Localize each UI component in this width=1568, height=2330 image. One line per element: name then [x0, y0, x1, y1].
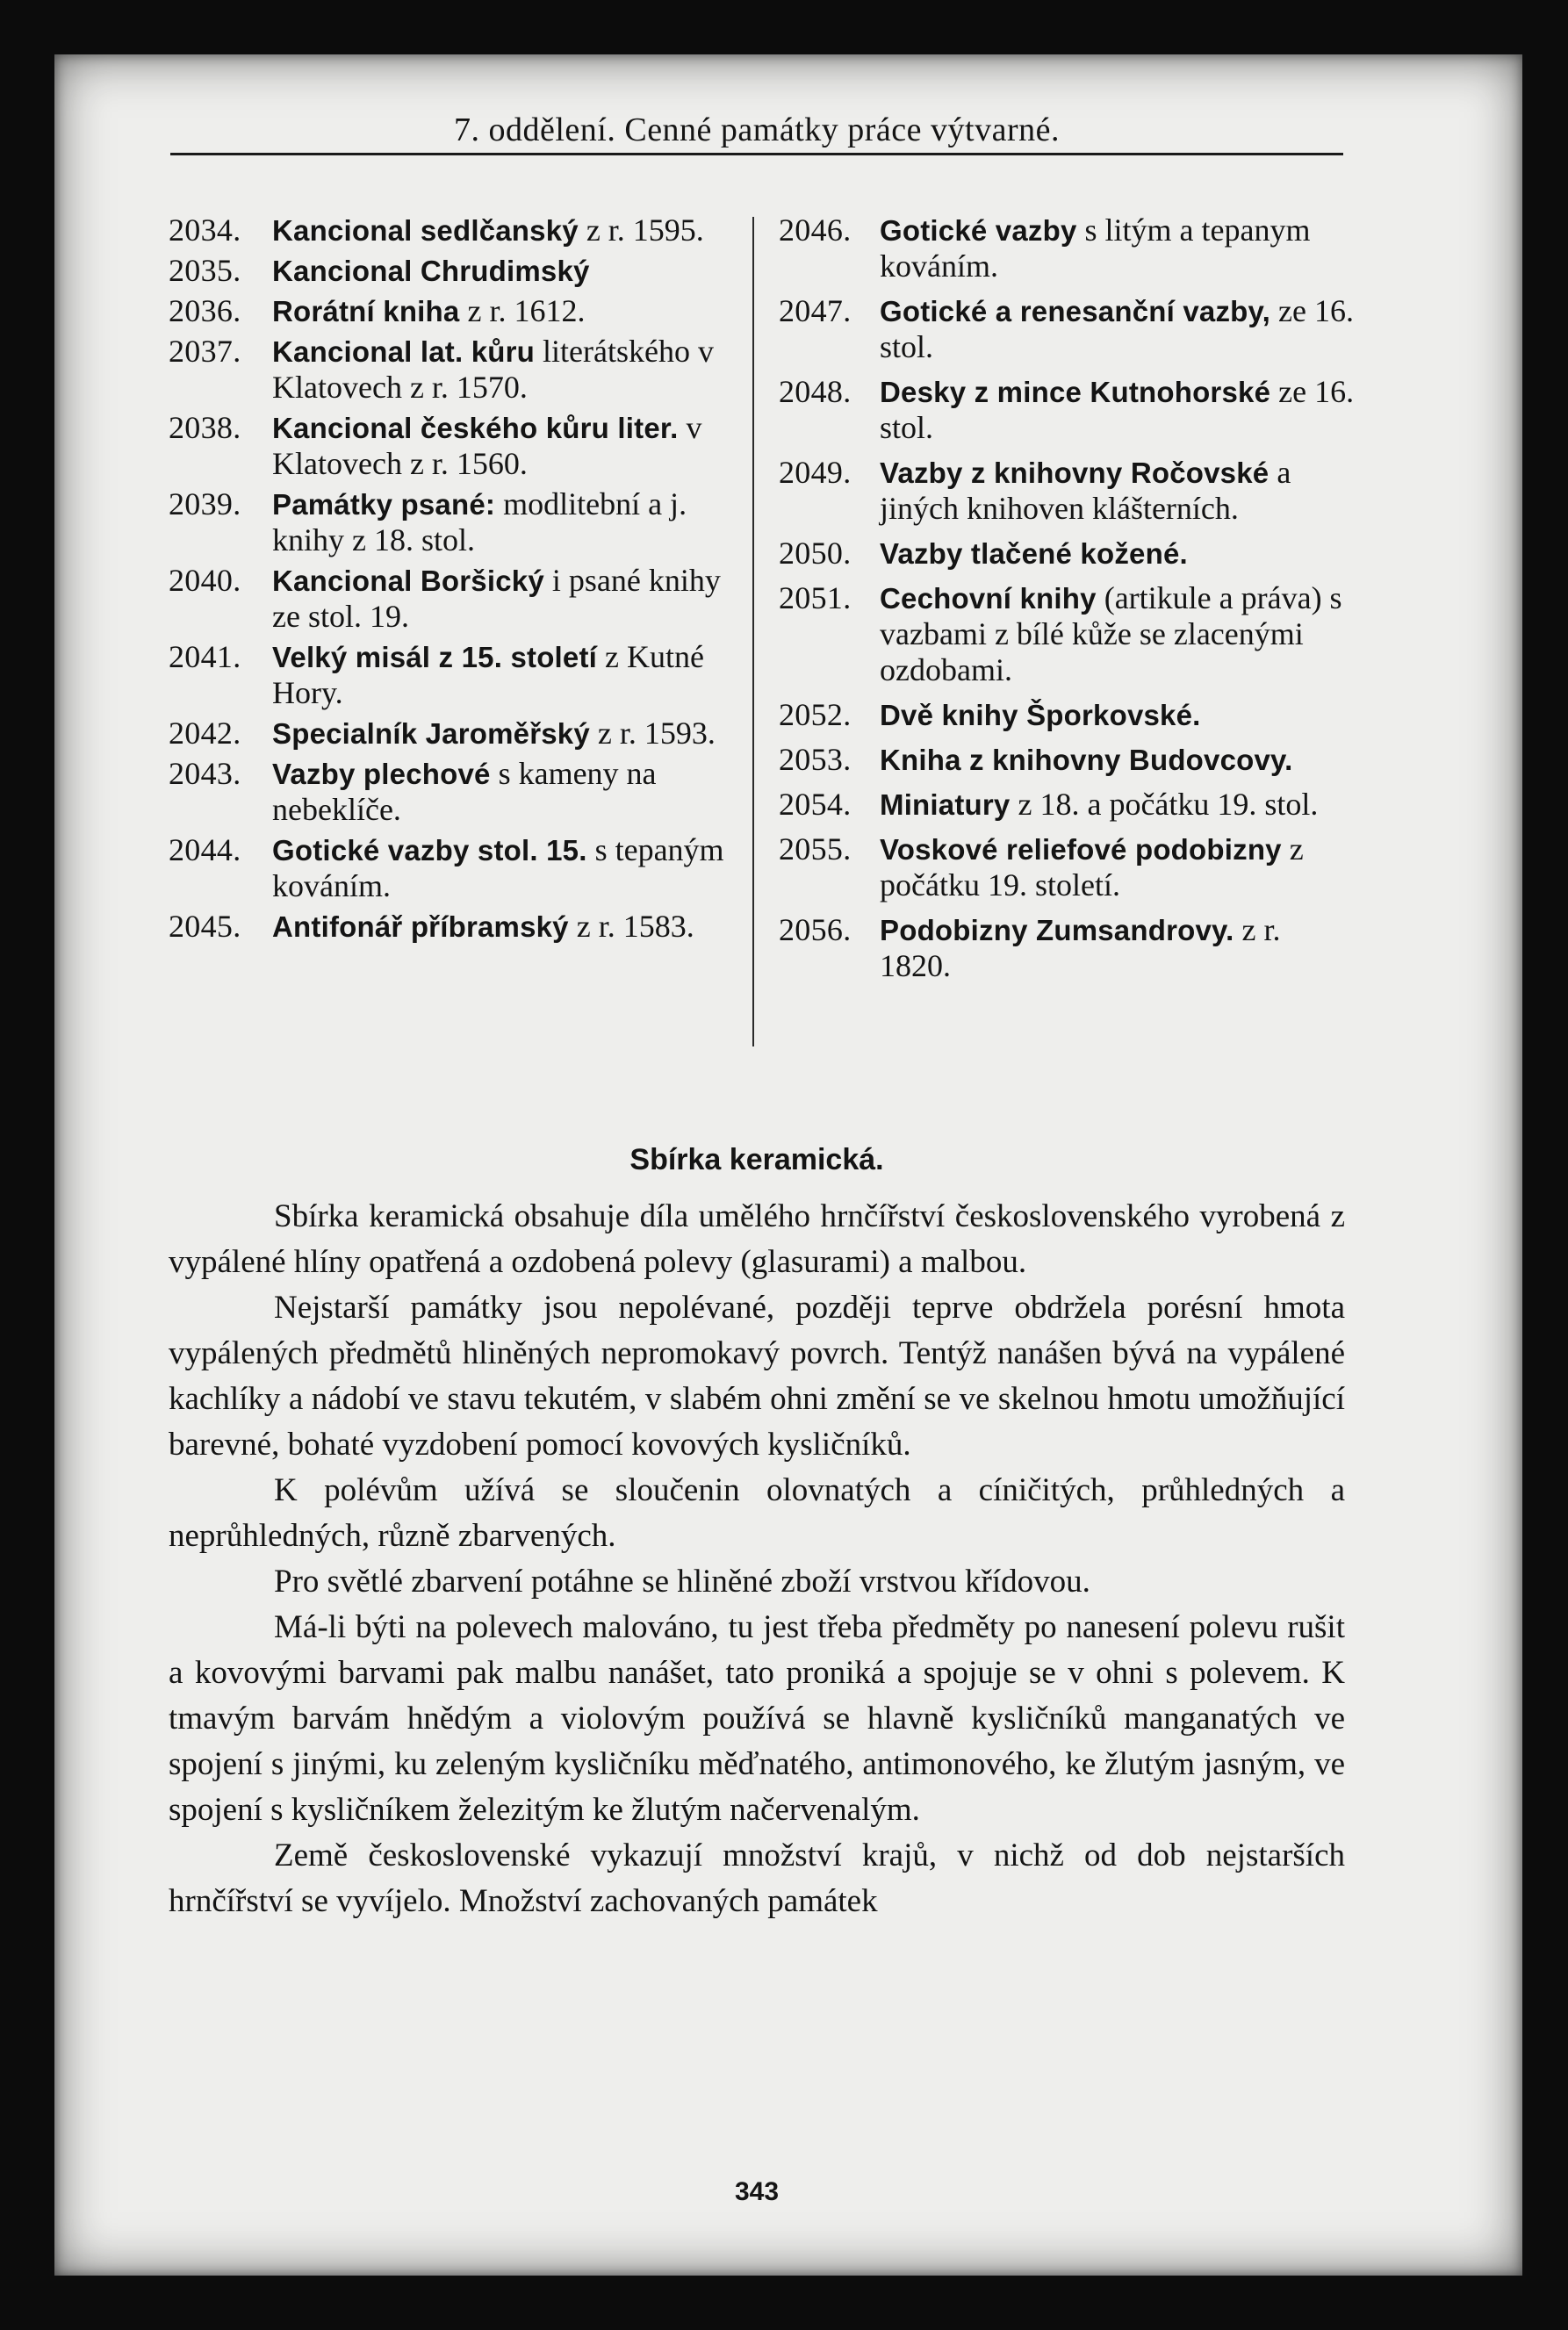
entry-text	[880, 742, 1358, 778]
entry-description: z počátku 19. století.	[880, 831, 1304, 903]
catalog-entry	[169, 563, 730, 635]
entry-number: 2038.	[169, 410, 241, 445]
paragraph: Sbírka keramická obsahuje díla umělého hrnčířství československého vyrobená z vypálené hlíny opatřená a ozdobená polevy (glasurami) a malbou.	[169, 1198, 1345, 1280]
entry-title: Cechovní knihy	[880, 582, 1097, 615]
entry-description: z Kutné Hory.	[272, 639, 704, 710]
entry-title: Kancional sedlčanský	[272, 214, 579, 247]
entry-number: 2037.	[169, 334, 241, 369]
running-head: 7. oddělení. Cenné památky práce výtvarné.	[454, 111, 1060, 148]
entry-number: 2051.	[779, 580, 852, 615]
entry-text	[880, 831, 1358, 903]
entry-number: 2034.	[169, 212, 241, 248]
entry-description: i psané knihy ze stol. 19.	[272, 563, 721, 634]
catalog-entry	[169, 756, 730, 828]
column-divider	[752, 217, 754, 1046]
catalog-entry	[779, 580, 1358, 688]
entry-description: literátského v Klatovech z r. 1570.	[272, 334, 714, 405]
entry-number: 2046.	[779, 212, 852, 248]
catalog-entry	[169, 253, 730, 289]
catalog-entry	[169, 410, 730, 482]
entry-number: 2048.	[779, 374, 852, 409]
entry-text	[272, 212, 730, 248]
entry-title: Antifonář příbramský	[272, 910, 569, 943]
entry-text	[272, 832, 730, 904]
header-rule	[170, 153, 1343, 155]
paragraph: Země československé vykazují množství krajů, v nichž od dob nejstarších hrnčířství se vyvíjelo. Množství zachovaných památek	[169, 1837, 1345, 1919]
entry-title: Vazby z knihovny Ročovské	[880, 457, 1270, 489]
entry-description: s tepaným kováním.	[272, 832, 724, 903]
entry-number: 2045.	[169, 909, 241, 944]
entry-title: Voskové reliefové podobizny	[880, 833, 1282, 866]
entry-title: Gotické a renesanční vazby,	[880, 295, 1270, 327]
entry-text	[272, 410, 730, 482]
entry-title: Miniatury	[880, 788, 1011, 821]
entry-number: 2052.	[779, 697, 852, 732]
paragraph: Nejstarší památky jsou nepolévané, později teprve obdržela porésní hmota vypálených předmětů hliněných nepromokavý povrch. Tentýž nanášen bývá na vypálené kachlíky a nádobí ve stavu tekutém, v slabém ohni změní se ve skelnou hmotu umožňující barevné, bohaté vyzdobení pomocí kovových kysličníků.	[169, 1290, 1345, 1463]
catalog-entry	[779, 831, 1358, 903]
catalog-entry	[169, 293, 730, 329]
section-heading: Sbírka keramická.	[629, 1143, 884, 1176]
paragraph: Má-li býti na polevech malováno, tu jest třeba předměty po nanesení polevu rušit a kovovými barvami pak malbu nanášet, tato proniká a spojuje se v ohni s polevem. K tmavým barvám hnědým a violovým používá se hlavně kysličníků manganatých ve spojení s jinými, ku zeleným kysličníku měďnatého, antimonového, ke žlutým jasným, ve spojení s kysličníkem železitým ke žlutým načervenalým.	[169, 1609, 1345, 1828]
entry-title: Kancional lat. kůru	[272, 335, 536, 368]
entry-text	[880, 697, 1358, 733]
entry-text	[272, 253, 730, 289]
catalog-entry	[779, 374, 1358, 446]
entry-description: z r. 1820.	[880, 912, 1281, 983]
entry-text	[880, 455, 1358, 527]
entry-description: z r. 1595.	[578, 212, 704, 248]
catalog-entry	[169, 486, 730, 558]
page-number: 343	[734, 2177, 780, 2206]
catalog-entry	[169, 909, 730, 945]
entry-description: s litým a tepanym kováním.	[880, 212, 1311, 284]
entry-title: Desky z mince Kutnohorské	[880, 376, 1271, 408]
entry-text	[880, 580, 1358, 688]
entry-text	[880, 212, 1358, 284]
paragraph: K polévům užívá se sloučenin olovnatých a cíničitých, průhledných a neprůhledných, různě zbarvených.	[169, 1472, 1345, 1554]
document-page	[54, 54, 1522, 2276]
entry-description: z r. 1583.	[568, 909, 694, 944]
entry-description: z r. 1593.	[589, 716, 716, 751]
entry-title: Podobizny Zumsandrovy.	[880, 914, 1234, 946]
entry-title: Kancional Chrudimský	[272, 255, 590, 287]
catalog-entry	[779, 742, 1358, 778]
catalog-entry	[779, 455, 1358, 527]
entry-number: 2056.	[779, 912, 852, 947]
entry-number: 2050.	[779, 536, 852, 571]
entry-number: 2049.	[779, 455, 852, 490]
catalog-entry	[779, 536, 1358, 572]
entry-number: 2053.	[779, 742, 852, 777]
entry-description: z 18. a počátku 19. stol.	[1010, 787, 1319, 822]
entry-number: 2035.	[169, 253, 241, 288]
entry-description: modlitební a j. knihy z 18. stol.	[272, 486, 687, 557]
entry-text	[880, 374, 1358, 446]
entry-description: z r. 1612.	[459, 293, 586, 328]
catalog-column-right	[779, 212, 1358, 993]
catalog-entry	[779, 212, 1358, 284]
entry-title: Vazby plechové	[272, 758, 491, 790]
entry-number: 2055.	[779, 831, 852, 867]
entry-title: Rorátní kniha	[272, 295, 460, 327]
entry-description: a jiných knihoven klášterních.	[880, 455, 1291, 526]
paragraph: Pro světlé zbarvení potáhne se hliněné zboží vrstvou křídovou.	[274, 1564, 1090, 1600]
entry-title: Velký misál z 15. století	[272, 641, 598, 673]
entry-description: v Klatovech z r. 1560.	[272, 410, 702, 481]
entry-title: Gotické vazby stol. 15.	[272, 834, 587, 867]
entry-text	[272, 756, 730, 828]
entry-text	[880, 293, 1358, 365]
catalog-entry	[779, 912, 1358, 984]
entry-number: 2041.	[169, 639, 241, 674]
entry-text	[272, 716, 730, 751]
catalog-entry	[169, 716, 730, 751]
section-body	[169, 1194, 1345, 1924]
catalog-entry	[779, 787, 1358, 823]
entry-number: 2040.	[169, 563, 241, 598]
entry-description: ze 16. stol.	[880, 293, 1354, 364]
catalog-entry	[169, 832, 730, 904]
entry-text	[880, 912, 1358, 984]
entry-number: 2043.	[169, 756, 241, 791]
entry-title: Vazby tlačené kožené.	[880, 537, 1188, 570]
catalog-entry	[169, 334, 730, 406]
entry-title: Specialník Jaroměřský	[272, 717, 590, 750]
entry-title: Kancional českého kůru liter.	[272, 412, 679, 444]
entry-description: ze 16. stol.	[880, 374, 1355, 445]
entry-number: 2039.	[169, 486, 241, 521]
catalog-entry	[169, 639, 730, 711]
entry-text	[880, 787, 1358, 823]
entry-title: Kniha z knihovny Budovcovy.	[880, 744, 1293, 776]
entry-title: Gotické vazby	[880, 214, 1077, 247]
entry-description: (artikule a práva) s vazbami z bílé kůže se zlacenými ozdobami.	[880, 580, 1342, 687]
entry-text	[272, 563, 730, 635]
entry-number: 2042.	[169, 716, 241, 751]
entry-text	[272, 909, 730, 945]
entry-text	[272, 293, 730, 329]
catalog-entry	[779, 293, 1358, 365]
entry-text	[272, 486, 730, 558]
entry-title: Památky psané:	[272, 488, 496, 521]
entry-title: Kancional Boršický	[272, 565, 544, 597]
entry-number: 2047.	[779, 293, 852, 328]
entry-description: s kameny na nebeklíče.	[272, 756, 657, 827]
entry-text	[272, 334, 730, 406]
entry-text	[272, 639, 730, 711]
entry-number: 2044.	[169, 832, 241, 867]
entry-number: 2036.	[169, 293, 241, 328]
catalog-entry	[169, 212, 730, 248]
entry-text	[880, 536, 1358, 572]
entry-title: Dvě knihy Šporkovské.	[880, 699, 1201, 731]
catalog-column-left	[169, 212, 730, 949]
entry-number: 2054.	[779, 787, 852, 822]
catalog-entry	[779, 697, 1358, 733]
